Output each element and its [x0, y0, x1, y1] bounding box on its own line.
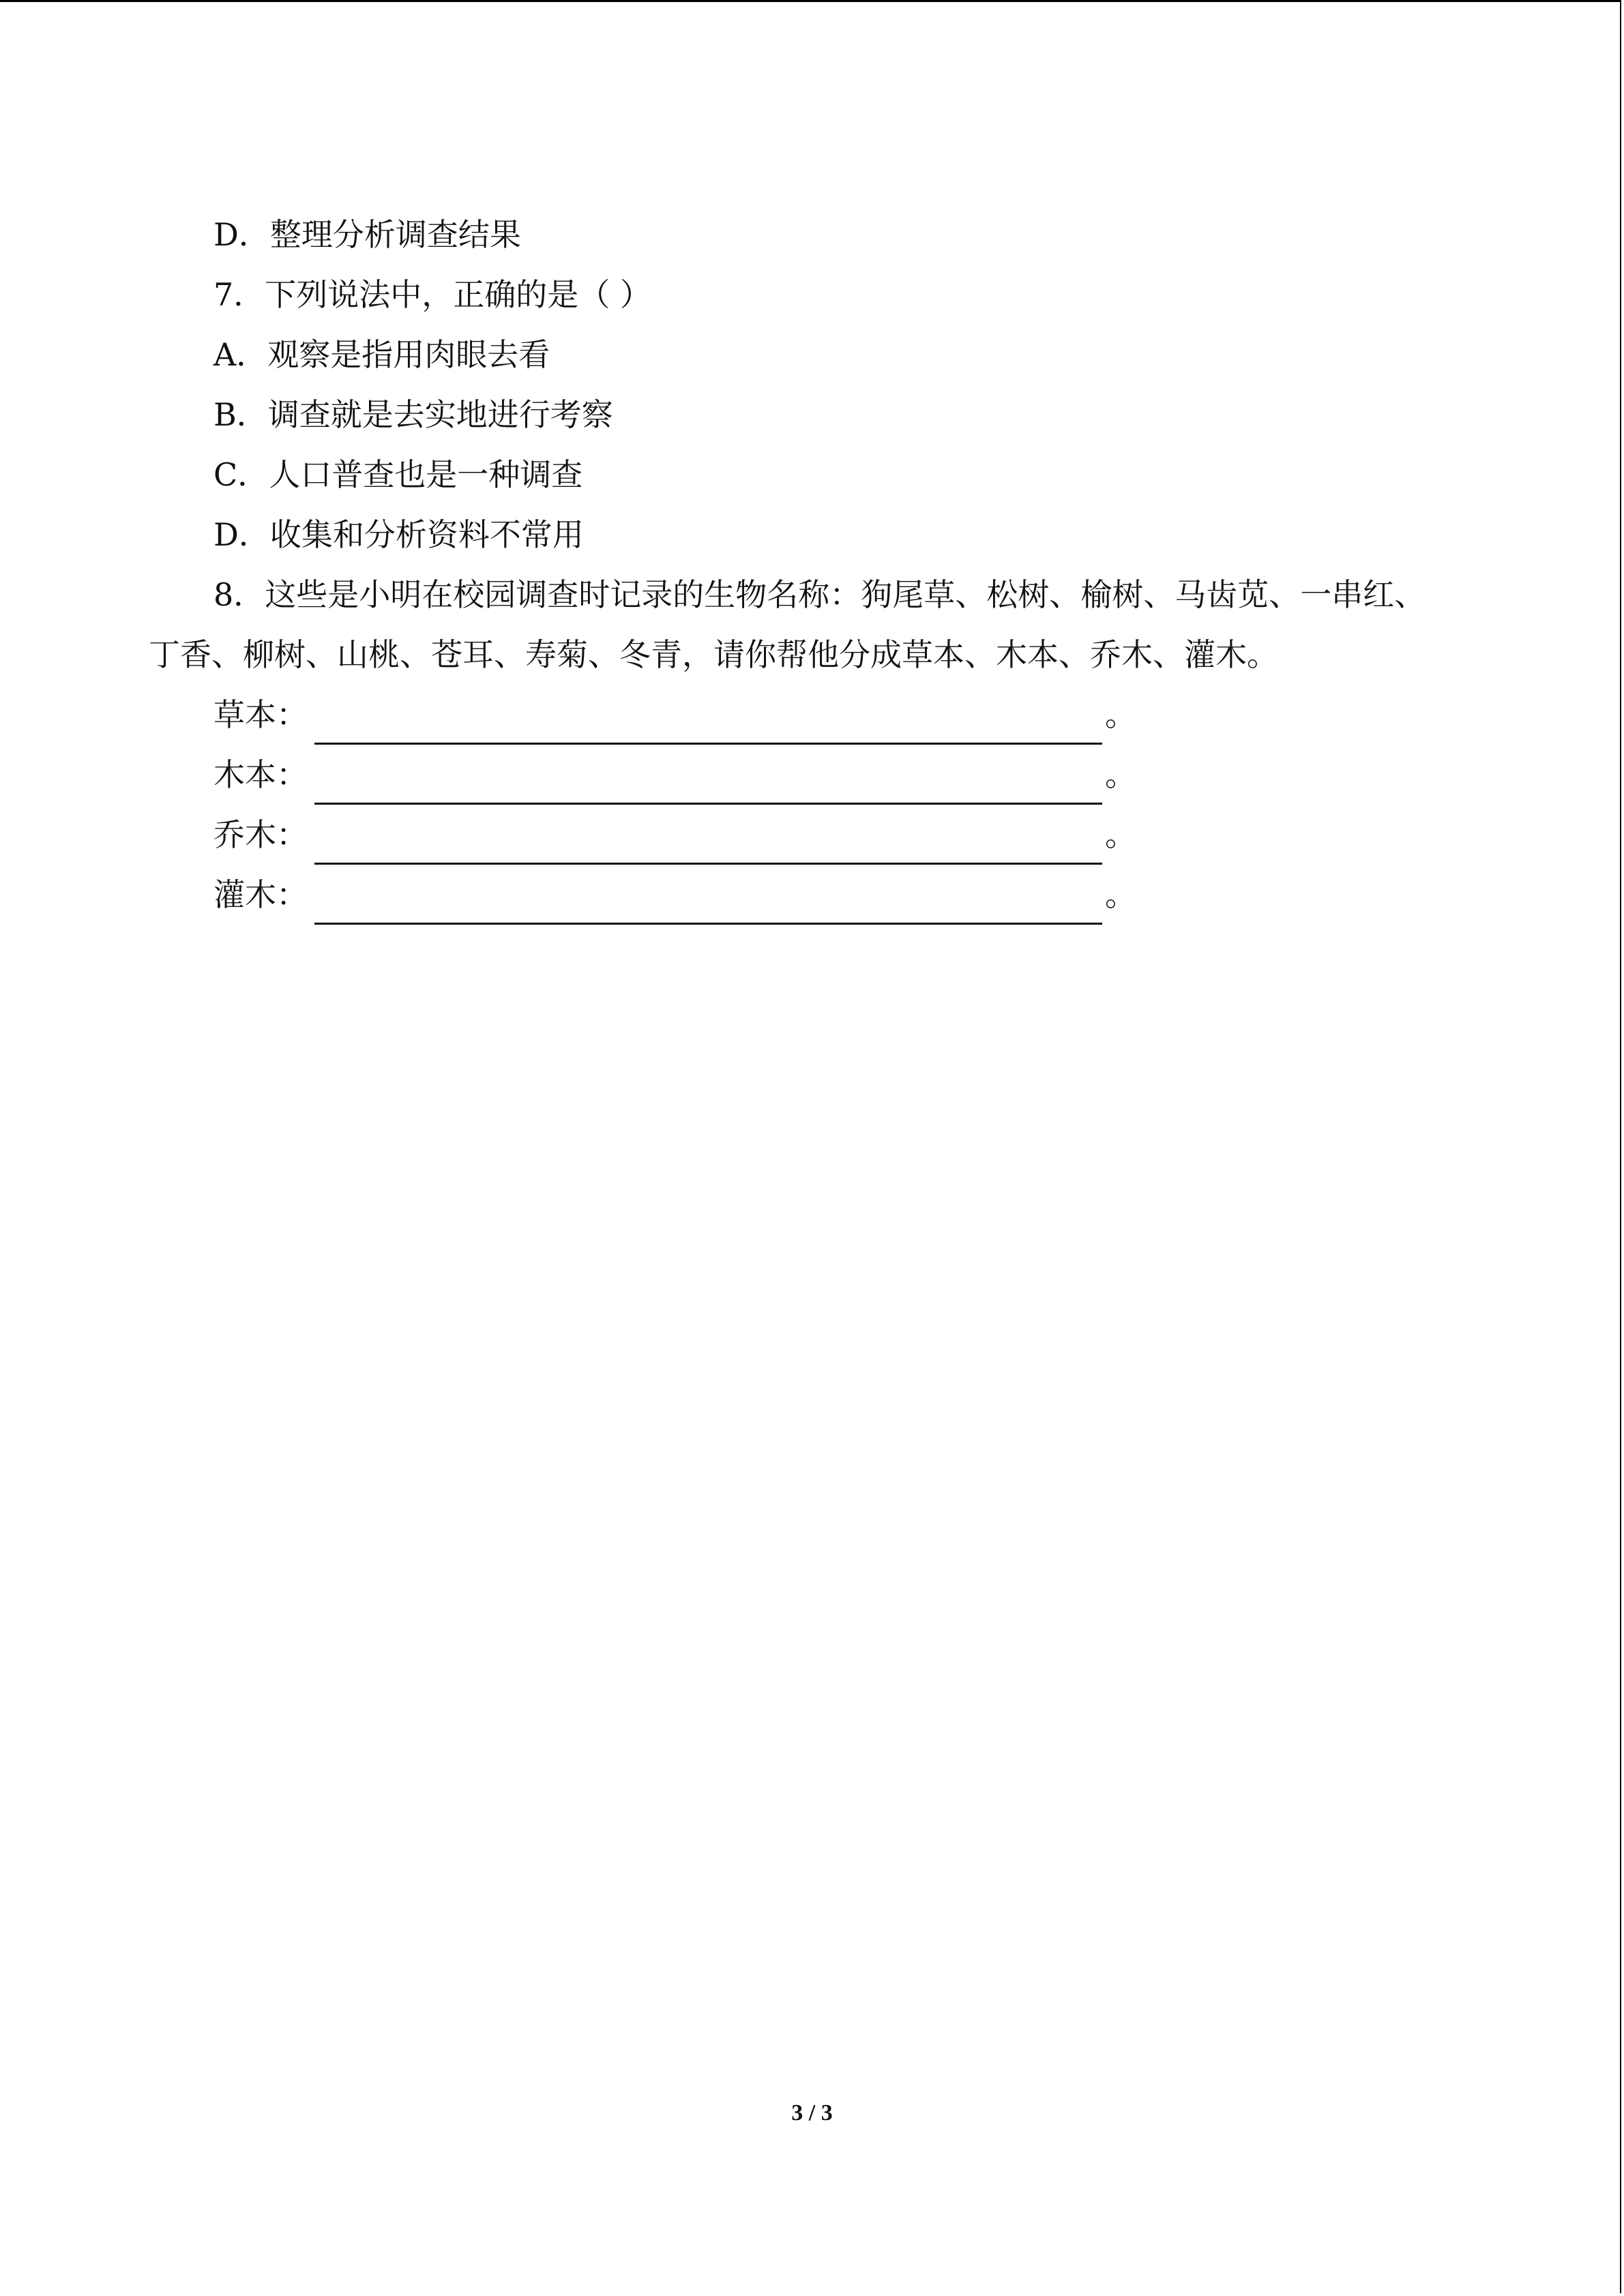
fill-label: 木本： [213, 756, 308, 793]
fill-label: 草本： [213, 696, 308, 733]
answer-blank-shrub[interactable] [314, 883, 1102, 925]
fill-end-punct: 。 [1105, 756, 1136, 793]
fill-row-woody [149, 745, 1472, 805]
question-7-option-c: C．人口普查也是一种调查 [213, 456, 583, 493]
question-8-stem-line-1: 8．这些是小明在校园调查时记录的生物名称：狗尾草、松树、榆树、马齿苋、一串红、 [213, 576, 1426, 613]
question-8-stem-line-2: 丁香、柳树、山桃、苍耳、寿菊、冬青，请你帮他分成草本、木本、乔木、灌木。 [149, 636, 1278, 673]
fill-row-shrub [149, 865, 1472, 925]
answer-blank-woody[interactable] [314, 763, 1102, 805]
question-7-option-a: A．观察是指用肉眼去看 [213, 336, 550, 373]
fill-label: 灌木： [213, 876, 308, 913]
document-body [149, 205, 1472, 925]
fill-end-punct: 。 [1105, 816, 1136, 853]
fill-row-tree [149, 805, 1472, 865]
fill-end-punct: 。 [1105, 696, 1136, 733]
fill-label: 乔木： [213, 816, 308, 853]
answer-blank-herbaceous[interactable] [314, 703, 1102, 745]
fill-end-punct: 。 [1105, 876, 1136, 913]
page-number: 3 / 3 [791, 2100, 833, 2126]
question-7-option-d: D．收集和分析资料不常用 [213, 516, 584, 553]
fill-row-herbaceous [149, 685, 1472, 745]
question-6-option-d: D．整理分析调查结果 [213, 216, 521, 253]
answer-blank-tree[interactable] [314, 823, 1102, 865]
question-7-stem: 7．下列说法中，正确的是（ ） [213, 276, 651, 313]
question-7-option-b: B．调查就是去实地进行考察 [213, 396, 613, 433]
